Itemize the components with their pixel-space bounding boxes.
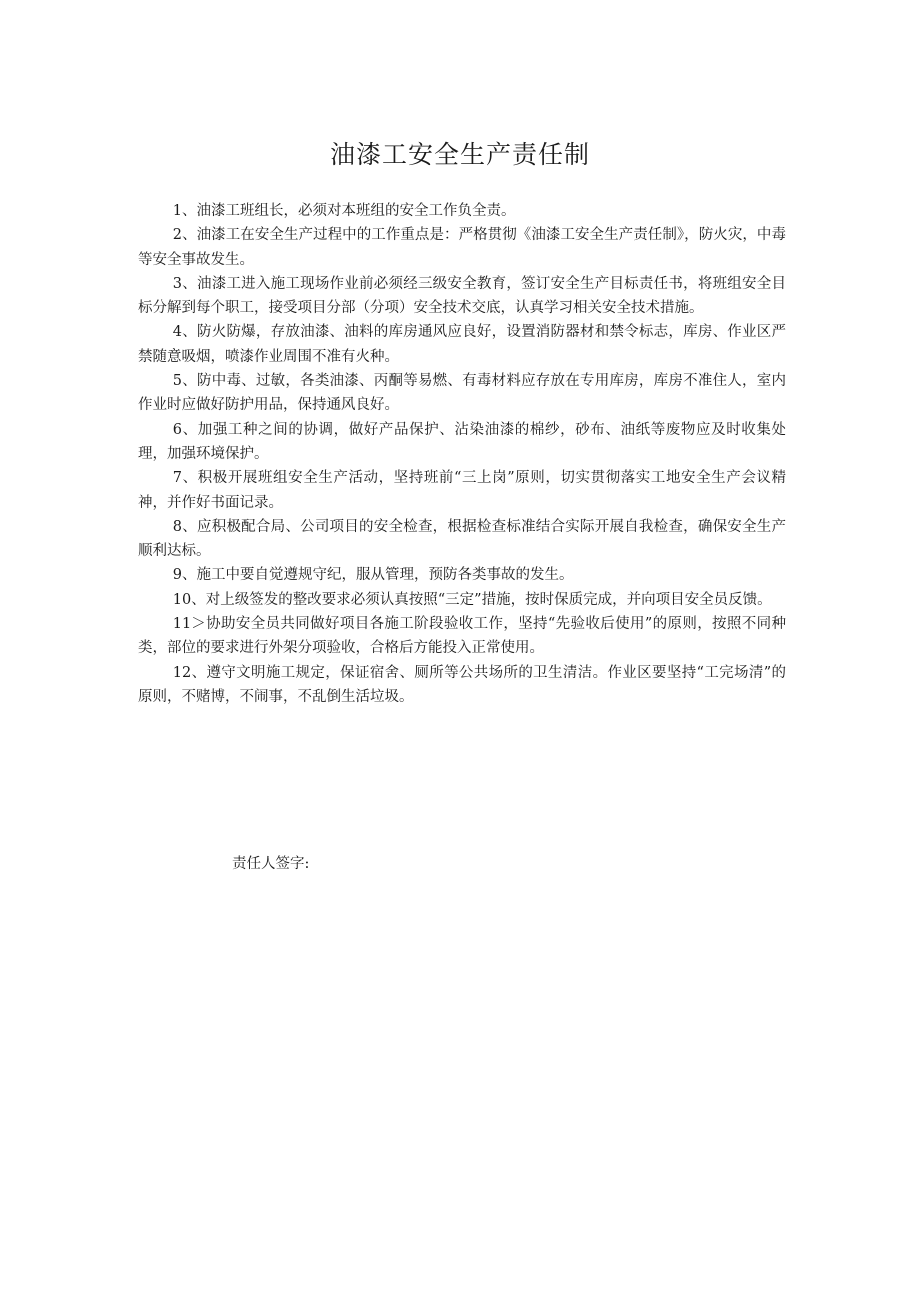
paragraph-10: 10、对上级签发的整改要求必须认真按照“三定”措施，按时保质完成，并向项目安全员反馈。 [172,591,772,608]
paragraph-7: 7、积极开展班组安全生产活动，坚持班前“三上岗”原则，切实贯彻落实工地安全生产会议精神，并作好书面记录。 [138,470,786,511]
paragraph-11: 11＞协助安全员共同做好项目各施工阶段验收工作，坚持“先验收后使用”的原则，按照不同种类，部位的要求进行外架分项验收，合格后方能投入正常使用。 [138,616,786,657]
signature-label: 责任人签字: [232,856,310,872]
paragraph-5: 5、防中毒、过敏，各类油漆、丙酮等易燃、有毒材料应存放在专用库房，库房不准住人，室内作业时应做好防护用品，保持通风良好。 [138,373,786,414]
paragraph-12: 12、遵守文明施工规定，保证宿舍、厕所等公共场所的卫生清洁。作业区要坚持“工完场清”的原则，不赌博，不闹事，不乱倒生活垃圾。 [138,664,786,705]
paragraph-4: 4、防火防爆，存放油漆、油料的库房通风应良好，设置消防器材和禁令标志，库房、作业区严禁随意吸烟，喷漆作业周围不准有火种。 [138,324,786,365]
paragraph-8: 8、应积极配合局、公司项目的安全检查，根据检查标准结合实际开展自我检查，确保安全生产顺利达标。 [138,518,786,560]
page-title: 油漆工安全生产责任制 [329,139,590,169]
paragraph-9: 9、施工中要自觉遵规守纪，服从管理，预防各类事故的发生。 [172,567,574,584]
paragraph-3: 3、油漆工进入施工现场作业前必须经三级安全教育，签订安全生产目标责任书，将班组安全目标分解到每个职工，接受项目分部（分项）安全技术交底，认真学习相关安全技术措施。 [138,275,786,317]
paragraph-1: 1、油漆工班组长，必须对本班组的安全工作负全责。 [172,203,516,219]
paragraph-2: 2、油漆工在安全生产过程中的工作重点是：严格贯彻《油漆工安全生产责任制》，防火灾，中毒等安全事故发生。 [138,227,786,268]
paragraph-6: 6、加强工种之间的协调，做好产品保护、沾染油漆的棉纱，砂布、油纸等废物应及时收集处理，加强环境保护。 [138,421,786,462]
document-body [138,199,786,709]
